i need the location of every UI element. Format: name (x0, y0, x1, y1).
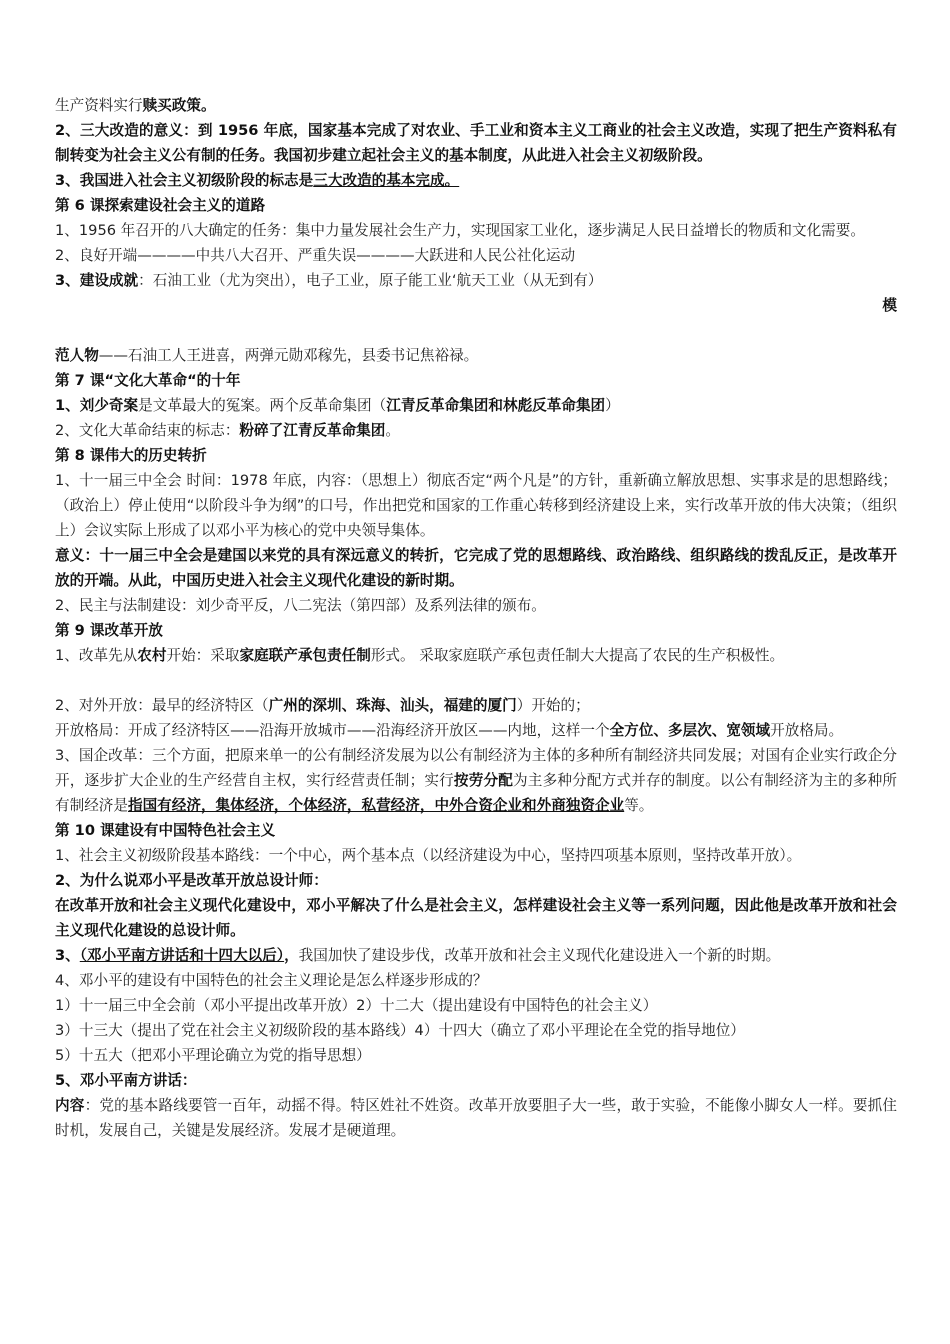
paragraph (55, 393, 897, 418)
paragraph-bold (55, 168, 897, 193)
text-bold: ， (284, 947, 299, 964)
paragraph (55, 643, 897, 668)
document-page (55, 93, 897, 1143)
paragraph (55, 93, 897, 118)
text-bold: 按劳分配 (453, 772, 514, 789)
text: 开放格局：开成了经济特区——沿海开放城市——沿海经济开放区——内地，这样一个 (55, 722, 610, 739)
text: 是文革最大的冤案。两个反革命集团（ (138, 397, 387, 414)
text: 开放格局。 (770, 722, 844, 739)
text: 2、对外开放：最早的经济特区（ (55, 697, 269, 714)
paragraph: 2、良好开端————中共八大召开、严重失误————大跃进和人民公社化运动 (55, 247, 576, 264)
text: 开始：采取 (166, 647, 240, 664)
text-bold: 家庭联产承包责任制 (239, 647, 371, 664)
paragraph-bold: 5、邓小平南方讲话： (55, 1072, 197, 1089)
lesson-heading: 第 6 课探索建设社会主义的道路 (55, 197, 266, 214)
paragraph (55, 268, 897, 293)
paragraph: 1、十一届三中全会 时间：1978 年底，内容：（思想上）彻底否定“两个凡是”的方针，重新确立解放思想、实事求是的思想路线；（政治上）停止使用“以阶段斗争为纲”的口号，作出把党和国家的工作重心转移到经济建设上来，实行改革开放的伟大决策；（组织上）会议实际上形成了以邓小平为核心的党中央领导集体。 (55, 472, 897, 539)
paragraph: 1）十一届三中全会前（邓小平提出改革开放）2）十二大（提出建设有中国特色的社会主义） (55, 997, 658, 1014)
text-bold-underlined: （邓小平南方讲话和十四大以后） (79, 947, 285, 964)
text: 为主多种分配方式并存的制度。以公有制经济为主的多种所有制经济是 (55, 772, 897, 814)
text-bold: 江青反革命集团和林彪反革命集团 (386, 397, 606, 414)
paragraph-bold: 2、三大改造的意义：到 1956 年底，国家基本完成了对农业、手工业和资本主义工商业的社会主义改造，实现了把生产资料私有制转变为社会主义公有制的任务。我国初步建立起社会主义的基本制度，从此进入社会主义初级阶段。 (55, 122, 897, 164)
paragraph: 5）十五大（把邓小平理论确立为党的指导思想） (55, 1047, 371, 1064)
text-bold: 内容 (55, 1097, 85, 1114)
text: 生产资料实行 (55, 97, 143, 114)
lesson-heading: 第 7 课“文化大革命“的十年 (55, 372, 241, 389)
paragraph-right: 模 (882, 297, 897, 314)
text: 我国加快了建设步伐，改革开放和社会主义现代化建设进入一个新的时期。 (298, 947, 781, 964)
text-bold: 赎买政策。 (142, 97, 216, 114)
text-bold: 广州的深圳、珠海、汕头，福建的厦门 (268, 697, 517, 714)
paragraph: 2、民主与法制建设：刘少奇平反，八二宪法（第四部）及系列法律的颁布。 (55, 597, 546, 614)
text-bold: 1、刘少奇案 (55, 397, 139, 414)
text-bold: 农村 (137, 647, 167, 664)
text: ） (605, 397, 620, 414)
text: ：党的基本路线要管一百年，动摇不得。特区姓社不姓资。改革开放要胆子大一些，敢于实验，不能像小脚女人一样。要抓住时机，发展自己，关键是发展经济。发展才是硬道理。 (55, 1097, 897, 1139)
lesson-heading: 第 10 课建设有中国特色社会主义 (55, 822, 276, 839)
paragraph (55, 693, 897, 718)
text: 1、改革先从 (55, 647, 138, 664)
paragraph (55, 418, 897, 443)
text: 形式。 采取家庭联产承包责任制大大提高了农民的生产积极性。 (370, 647, 785, 664)
paragraph: 1、1956 年召开的八大确定的任务：集中力量发展社会生产力，实现国家工业化，逐步满足人民日益增长的物质和文化需要。 (55, 222, 865, 239)
text-bold: 3、 (55, 947, 80, 964)
text-bold: 全方位、多层次、宽领域 (609, 722, 771, 739)
paragraph-bold: 意义：十一届三中全会是建国以来党的具有深远意义的转折，它完成了党的思想路线、政治路线、组织路线的拨乱反正，是改革开放的开端。从此，中国历史进入社会主义现代化建设的新时期。 (55, 547, 897, 589)
text: 等。 (624, 797, 654, 814)
paragraph (55, 943, 897, 968)
paragraph: 4、邓小平的建设有中国特色的社会主义理论是怎么样逐步形成的？ (55, 972, 488, 989)
paragraph-bold: 在改革开放和社会主义现代化建设中，邓小平解决了什么是社会主义，怎样建设社会主义等一系列问题，因此他是改革开放和社会主义现代化建设的总设计师。 (55, 897, 897, 939)
text-bold: 范人物 (55, 347, 99, 364)
text: 3、国企改革：三个方面，把原来单一的公有制经济发展为以公有制经济为主体的多种所有制经济共同发展；对国有企业实行政企分开，逐步扩大企业的生产经营自主权，实行经营责任制；实行 (55, 747, 897, 789)
text: 3、我国进入社会主义初级阶段的标志是 (55, 172, 314, 189)
paragraph (55, 343, 897, 368)
paragraph (55, 718, 897, 743)
paragraph (55, 743, 897, 818)
lesson-heading: 第 9 课改革开放 (55, 622, 163, 639)
paragraph-bold: 2、为什么说邓小平是改革开放总设计师： (55, 872, 328, 889)
text: ）开始的； (516, 697, 590, 714)
text: ——石油工人王进喜，两弹元勋邓稼先，县委书记焦裕禄。 (98, 347, 479, 364)
text: ：石油工业（尤为突出），电子工业，原子能工业‘航天工业（从无到有） (138, 272, 603, 289)
text-bold: 3、建设成就 (55, 272, 139, 289)
text-bold: 粉碎了江青反革命集团 (239, 422, 386, 439)
paragraph: 1、社会主义初级阶段基本路线：一个中心，两个基本点（以经济建设为中心，坚持四项基本原则，坚持改革开放）。 (55, 847, 802, 864)
lesson-heading: 第 8 课伟大的历史转折 (55, 447, 207, 464)
text-bold-underlined: 指国有经济，集体经济，个体经济，私营经济，中外合资企业和外商独资企业 (127, 797, 625, 814)
text: 。 (385, 422, 400, 439)
text-underlined: 三大改造的基本完成。 (313, 172, 460, 189)
text: 2、文化大革命结束的标志： (55, 422, 240, 439)
paragraph: 3）十三大（提出了党在社会主义初级阶段的基本路线）4）十四大（确立了邓小平理论在全党的指导地位） (55, 1022, 745, 1039)
paragraph (55, 1093, 897, 1143)
